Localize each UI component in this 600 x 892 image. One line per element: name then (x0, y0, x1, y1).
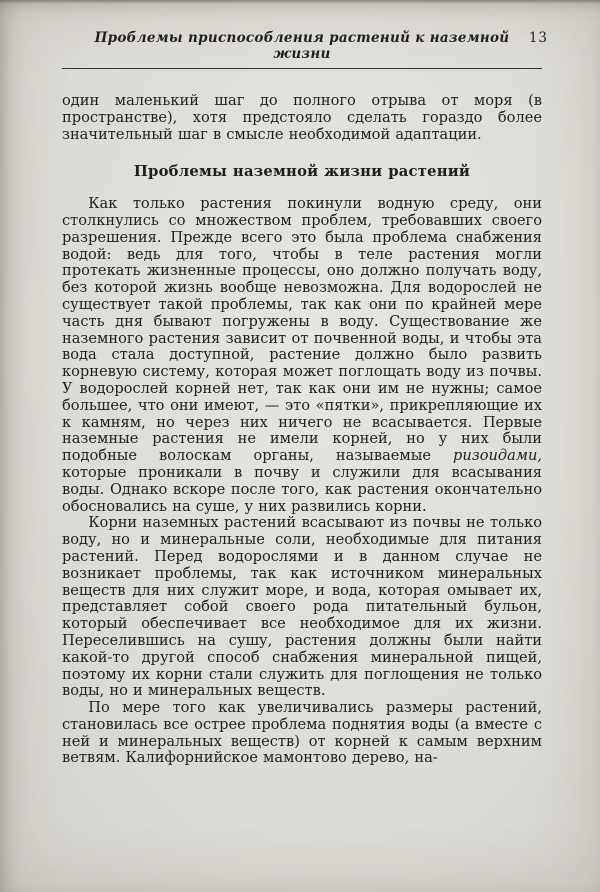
section-heading: Проблемы наземной жизни растений (133, 163, 471, 181)
paragraph-text: Как только растения покинули водную среду, они столкнулись со множеством проблем, требовавших своего разрешения. Прежде всего это была проблема снабжения водой: ведь для того, чтобы в теле растения могли протекать жизненные процессы, оно должно получать воду, без которой жизнь вообще невозможна. Для водорослей не существует такой проблемы, так как они по крайней мере часть дня бывают погружены в воду. Существование же наземного растения зависит от почвенной воды, и чтобы эта вода стала доступной, растение должно было развить корневую систему, которая может поглощать воду из почвы. У водорослей корней нет, так как они им не нужны; самое большее, что они имеют, — это «пятки», прикрепляющие их к камням, но через них ничего не всасывается. Первые наземные растения не имели корней, но у них были подобные волоскам органы, называемые (62, 195, 542, 465)
header-rule (62, 68, 542, 69)
intro-paragraph: один маленький шаг до полного отрыва от моря (в пространстве), хотя предстояло сделать гораздо более значительный шаг в смысле необходимой адаптации. (62, 92, 542, 143)
paragraph-text: которые проникали в почву и служили для всасывания воды. Однако вскоре после того, как растения окончательно обосновались на суше, у них развились корни. (62, 463, 542, 515)
page-body (62, 93, 542, 767)
paragraph (62, 196, 542, 515)
paragraph: По мере того как увеличивались размеры растений, становилась все острее проблема поднятия воды (а вместе с ней и минеральных веществ) от корней к самым верхним ветвям. Калифорнийское мамонтово дерево, на- (62, 699, 542, 767)
page-number: 13 (528, 30, 548, 46)
paragraph: Корни наземных растений всасывают из почвы не только воду, но и минеральные соли, необходимые для питания растений. Перед водорослями и в данном случае не возникает проблемы, так как источником минеральных веществ для них служит море, и вода, которая омывает их, представляет собой своего рода питательный бульон, который обеспечивает все необходимое для их жизни. Переселившись на сушу, растения должны были найти какой-то другой способ снабжения минеральной пищей, поэтому их корни стали служить для поглощения не только воды, но и минеральных веществ. (62, 514, 542, 700)
running-title: Проблемы приспособления растений к наземной жизни (94, 30, 510, 62)
italic-term-rhizoids: ризоидами, (453, 447, 542, 465)
page-header (62, 30, 548, 62)
